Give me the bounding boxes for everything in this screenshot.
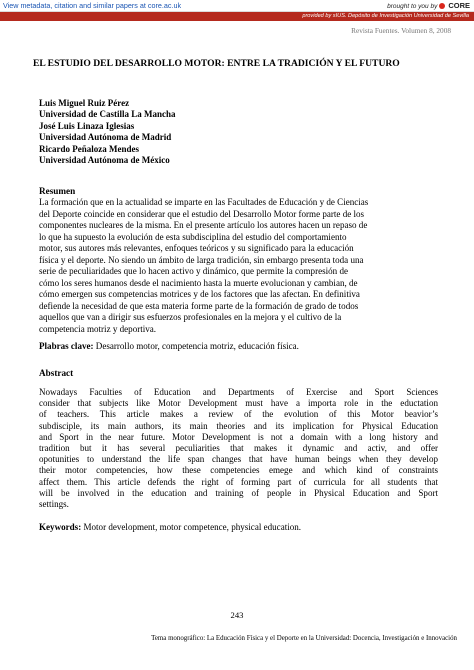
- abstract-line: will be involved in the education and training of people in Physical Education and Sport: [39, 487, 438, 498]
- abstract-line: affect them. This article defends the right of forming part of curricula for all students that: [39, 476, 438, 487]
- core-brand-name: CORE: [448, 1, 470, 10]
- author-list: [39, 98, 176, 166]
- resumen-line: componentes nucleares de la misma. En el presente artículo los autores hacen un repaso de: [39, 220, 368, 230]
- abstract-line: Nowadays Faculties of Education and Departments of Exercise and Sport Sciences: [39, 387, 438, 397]
- resumen-heading: Resumen: [39, 186, 76, 196]
- palabras-clave-text: Desarrollo motor, competencia motriz, educación física.: [93, 341, 299, 351]
- abstract-line: consider that subjects like Motor Development must have a importa role in the eductation: [39, 398, 438, 409]
- keywords-label: Keywords:: [39, 522, 82, 532]
- resumen-line: motor, sus autores más relevantes, enfoques teóricos y su significado para la educación: [39, 243, 354, 253]
- abstract-line: their motor competencies, how these competencies emege and which kind of constraints: [39, 465, 438, 476]
- author-name: Luis Miguel Ruiz Pérez: [39, 98, 130, 108]
- abstract-line: settings.: [39, 499, 69, 510]
- abstract-line: opotunities to understand the life span changes that have human beings when they develop: [39, 454, 438, 465]
- resumen-line: La formación que en la actualidad se imparte en las Facultades de Educación y de Ciencias: [39, 197, 369, 207]
- abstract-body: [39, 387, 438, 510]
- provider-bar: [0, 12, 474, 21]
- palabras-clave: [39, 341, 441, 353]
- author-name: Ricardo Peñaloza Mendes: [39, 143, 139, 154]
- abstract-line: subdisciple, its main authors, its main theories and its implication for Physical Education: [39, 420, 438, 431]
- resumen-line: cómo los seres humanos desde el nacimiento hasta la muerte evolucionan y cambian, de: [39, 277, 358, 288]
- page-number: 243: [230, 610, 244, 620]
- core-branding[interactable]: [387, 0, 470, 12]
- resumen-line: competencia motriz y deportiva.: [39, 323, 157, 334]
- resumen-line: del Deporte coincide en considerar que el estudio del Desarrollo Motor forme parte de los: [39, 208, 365, 219]
- abstract-heading: Abstract: [39, 368, 74, 378]
- resumen-line: cómo emergen sus competencias motrices y de los factores que las afectan. En definitiva: [39, 289, 360, 299]
- resumen-line: física y el deporte. No siendo un ámbito de larga tradición, sin embargo presenta toda una: [39, 254, 364, 265]
- author-affiliation: Universidad de Castilla La Mancha: [39, 109, 176, 120]
- abstract-line: and Sport in the near future. Motor Development is not a domain with a long history and: [39, 431, 438, 442]
- resumen-line: aquellos que van a dirigir sus esfuerzos profesionales en la mejora y el cultivo de la: [39, 312, 342, 322]
- core-top-bar: [0, 0, 474, 12]
- core-logo-icon: [439, 3, 445, 9]
- abstract-line: tradition but it has several peculiarities that makes it dynamic and activ, and offer: [39, 443, 438, 454]
- resumen-body: [39, 197, 441, 335]
- resumen-line: defiende la necesidad de que esta materia forme parte de la formación de grado de todos: [39, 300, 359, 311]
- resumen-line: serie de peculiaridades que lo hacen activo y dinámico, que permite la compresión de: [39, 266, 348, 276]
- abstract-line: of teachers. This article makes a review of the evolution of this Motor beavior’s: [39, 409, 438, 420]
- author-affiliation: Universidad Autónoma de México: [39, 155, 170, 166]
- paper-title: EL ESTUDIO DEL DESARROLLO MOTOR: ENTRE LA TRADICIÓN Y EL FUTURO: [33, 58, 400, 69]
- page-footer: Tema monográfico: La Educación Física y el Deporte en la Universidad: Docencia, Investigación e Innovación: [151, 635, 457, 642]
- author-name: José Luis Linaza Iglesias: [39, 120, 135, 131]
- palabras-clave-label: Plabras clave:: [39, 341, 94, 351]
- resumen-line: lo que ha supuesto la evolución de esta subdisciplina del estudio del comportamiento: [39, 231, 347, 242]
- core-metadata-link[interactable]: View metadata, citation and similar papers at core.ac.uk: [3, 1, 182, 10]
- brought-to-you-text: brought to you by: [387, 3, 438, 10]
- author-affiliation: Universidad Autónoma de Madrid: [39, 132, 172, 143]
- keywords-text: Motor development, motor competence, physical education.: [81, 522, 302, 532]
- keywords: [39, 522, 441, 534]
- provider-link[interactable]: provided by sIUS. Depósito de Investigación Universidad de Sevilla: [302, 13, 469, 19]
- journal-header: Revista Fuentes. Volumen 8, 2008: [351, 26, 451, 35]
